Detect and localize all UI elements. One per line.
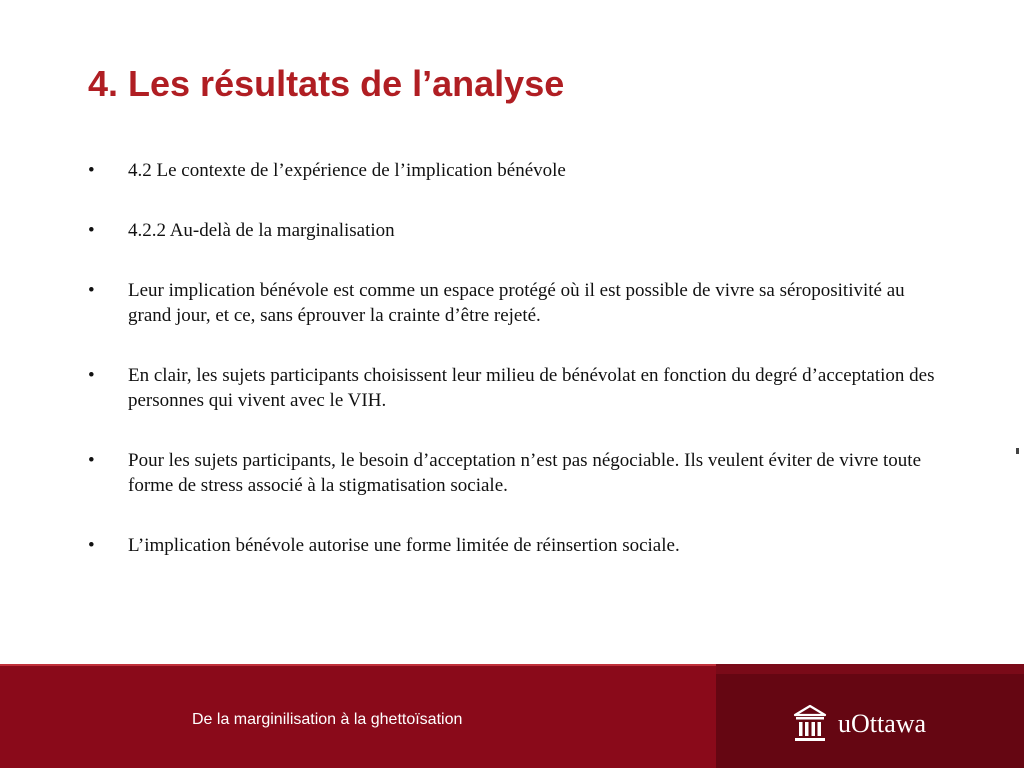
bullet-marker: • [88,280,95,301]
edge-mark [1016,448,1019,454]
uottawa-logo [792,704,926,744]
bullet-text: Leur implication bénévole est comme un espace protégé où il est possible de vivre sa séropositivité au grand jour, et ce, sans éprouver la crainte d’être rejeté. [128,280,905,326]
bullet-marker: • [88,220,95,241]
bullet-text: Pour les sujets participants, le besoin d’acceptation n’est pas négociable. Ils veulent éviter de vivre toute forme de stress associé à la stigmatisation sociale. [128,450,921,496]
bullet-item [86,158,946,183]
university-building-icon [792,704,828,744]
bullet-item [86,448,946,498]
bullet-item [86,363,946,413]
slide-title: 4. Les résultats de l’analyse [88,63,565,104]
bullet-item [86,218,946,243]
bullet-text: L’implication bénévole autorise une forme limitée de réinsertion sociale. [128,535,680,556]
bullet-list [86,158,946,593]
bullet-text: 4.2 Le contexte de l’expérience de l’implication bénévole [128,160,566,181]
footer-logo-panel [716,664,1024,768]
bullet-text: 4.2.2 Au-delà de la marginalisation [128,220,395,241]
footer-caption: De la marginilisation à la ghettoïsation [192,711,463,728]
bullet-item [86,278,946,328]
bullet-text: En clair, les sujets participants choisissent leur milieu de bénévolat en fonction du degré d’acceptation des personnes qui vivent avec le VIH. [128,365,935,411]
bullet-item [86,533,946,558]
logo-text: uOttawa [838,709,927,738]
footer-caption-band [0,666,716,768]
bullet-marker: • [88,535,95,556]
bullet-marker: • [88,160,95,181]
bullet-marker: • [88,365,95,386]
slide-footer [0,664,1024,768]
bullet-marker: • [88,450,95,471]
